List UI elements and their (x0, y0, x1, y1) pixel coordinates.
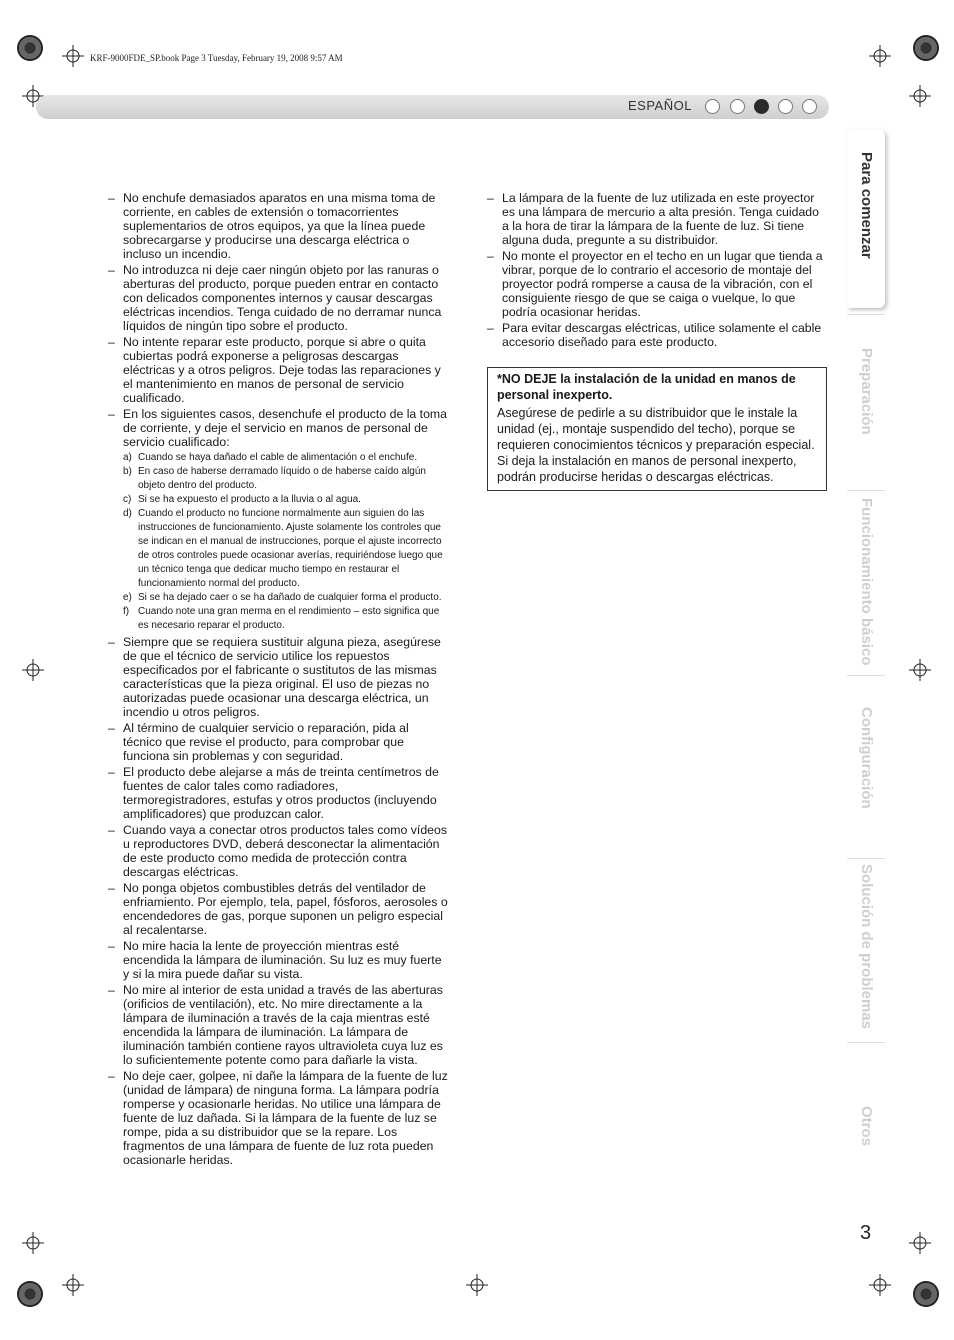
tab-label: Preparación (858, 348, 875, 435)
crosshair-icon (62, 1274, 84, 1296)
page-indicator-dot (730, 99, 745, 114)
crosshair-icon (62, 45, 84, 67)
tab-label: Funcionamiento básico (858, 498, 875, 666)
crosshair-icon (869, 1274, 891, 1296)
tab-para-comenzar[interactable] (847, 130, 885, 308)
sub-list-item: f) Cuando note una gran merma en el rendimiento – esto significa que es necesario reparar el producto. (123, 606, 440, 631)
tab-label: Para comenzar (858, 152, 875, 259)
page-indicator-dot-active (754, 99, 769, 114)
list-item: – Para evitar descargas eléctricas, utilice solamente el cable accesorio diseñado para este producto. (487, 321, 822, 349)
list-item: – No mire al interior de esta unidad a través de las aberturas (orificios de ventilación), etc. No mire directamente a la lámpara de iluminación a través de la caja mientras esté encendida la lámpara de iluminación. La lámpara de iluminación también contiene rayos ultravioleta cuya luz es lo suficientemente potente como para dañarle la vista. (108, 983, 443, 1067)
crosshair-icon (22, 1232, 44, 1254)
tab-divider (847, 490, 885, 491)
sub-list-item: e) Si se ha dejado caer o se ha dañado de cualquier forma el producto. (123, 592, 442, 603)
list-item: – La lámpara de la fuente de luz utilizada en este proyector es una lámpara de mercurio a alta presión. Tenga cuidado a la hora de tirar la lámpara de la fuente de luz. Si tiene alguna duda, pregunte a su distribuidor. (487, 191, 819, 247)
list-item: – No mire hacia la lente de proyección mientras esté encendida la lámpara de iluminación. Su luz es muy fuerte y si la mira puede dañar su vista. (108, 939, 442, 981)
tab-solucion-de-problemas[interactable] (847, 860, 885, 1040)
notice-title: *NO DEJE la instalación de la unidad en manos de personal inexperto. (497, 372, 796, 402)
list-item: – Cuando vaya a conectar otros productos tales como vídeos u reproductores DVD, deberá desconectar la alimentación de este producto como medida de protección contra descargas eléctricas. (108, 823, 448, 879)
right-column (487, 191, 827, 351)
print-info: KRF-9000FDE_SP.book Page 3 Tuesday, February 19, 2008 9:57 AM (90, 53, 343, 63)
list-item: – No ponga objetos combustibles detrás del ventilador de enfriamiento. Por ejemplo, tela, papel, fósforos, aerosoles o encendedores de gas, porque suponen un peligro especial al recalentarse. (108, 881, 448, 937)
section-sidebar (847, 130, 885, 1270)
tab-configuracion[interactable] (847, 677, 885, 855)
sub-list-item: b) En caso de haberse derramado líquido o de haberse caído algún objeto dentro del producto. (123, 466, 426, 491)
tab-divider (847, 858, 885, 859)
sub-list (108, 451, 448, 633)
tab-label: Otros (858, 1106, 875, 1147)
tab-label: Solución de problemas (858, 864, 875, 1030)
tab-preparacion[interactable] (847, 316, 885, 486)
registration-circle-top-right (913, 35, 939, 61)
list-item: – Siempre que se requiera sustituir alguna pieza, asegúrese de que el técnico de servicio utilice los repuestos especificados por el fabricante o sustitutos de las mismas características que la pieza original. El uso de piezas no autorizadas puede ocasionar una descarga eléctrica, un incendio u otros peligros. (108, 635, 441, 719)
page-indicator-dot (705, 99, 720, 114)
crosshair-icon (909, 1232, 931, 1254)
list-item: – No enchufe demasiados aparatos en una misma toma de corriente, en cables de extensión o tomacorrientes suplementarios de otros equipos, ya que la línea puede sobrecargarse y producirse una descarga eléctrica o incluso un incendio. (108, 191, 436, 261)
sub-list-item: d) Cuando el producto no funcione normalmente aun siguien do las instrucciones de funcionamiento. Ajuste solamente los controles que se indican en el manual de instrucciones, porque el ajuste incorrecto de otros controles puede ocasionar averías, requiriéndose luego que un técnico tenga que dedicar mucho tiempo en restaurar el funcionamiento normal del producto. (123, 508, 443, 589)
crosshair-icon (22, 659, 44, 681)
crosshair-icon (869, 45, 891, 67)
page-indicator-dot (778, 99, 793, 114)
list-item: – En los siguientes casos, desenchufe el producto de la toma de corriente, y deje el servicio en manos de personal de servicio cualificado: (108, 407, 448, 449)
list-item: – No introduzca ni deje caer ningún objeto por las ranuras o aberturas del producto, porque pueden entrar en contacto con delicados componentes internos y causar descargas eléctricas incendios. Tenga cuidado de no derramar nunca líquidos de ningún tipo sobre el producto. (108, 263, 442, 333)
registration-circle-bottom-left (17, 1281, 43, 1307)
crosshair-icon (909, 659, 931, 681)
page-number: 3 (860, 1222, 872, 1244)
tab-otros[interactable] (847, 1044, 885, 1214)
warning-notice-box (487, 367, 827, 491)
tab-funcionamiento-basico[interactable] (847, 492, 885, 672)
crosshair-icon (466, 1274, 488, 1296)
page-indicator-dot (802, 99, 817, 114)
crosshair-icon (909, 85, 931, 107)
tab-label: Configuración (858, 707, 875, 809)
tab-divider (847, 1042, 885, 1043)
list-item: – Al término de cualquier servicio o reparación, pida al técnico que revise el producto, para comprobar que funciona sin problemas y con seguridad. (108, 721, 409, 763)
list-item: – No monte el proyector en el techo en un lugar que tienda a vibrar, porque de lo contrario el accesorio de montaje del proyector podrá romperse a causa de la vibración, con el consiguiente riesgo de que se caiga o vuelque, lo que podría ocasionar heridas. (487, 249, 823, 319)
list-item: – No intente reparar este producto, porque si abre o quita cubiertas podrá exponerse a peligrosas descargas eléctricas y a otros peligros. Deje todas las reparaciones y el mantenimiento en manos de personal de servicio cualificado. (108, 335, 441, 405)
registration-circle-top-left (17, 35, 43, 61)
language-label: ESPAÑOL (628, 98, 692, 113)
list-item: – El producto debe alejarse a más de treinta centímetros de fuentes de calor tales como radiadores, termoregistradores, estufas y otros productos (incluyendo amplificadores) que produzcan calor. (108, 765, 439, 821)
tab-divider (847, 314, 885, 315)
left-column (108, 191, 448, 1169)
notice-body: Asegúrese de pedirle a su distribuidor que le instale la unidad (ej., montaje suspendido del techo), porque se requieren conocimientos técnicos y preparación especial. Si deja la instalación en manos de personal inexperto, podrán producirse heridas o descargas eléctricas. (497, 406, 815, 484)
sub-list-item: c) Si se ha expuesto el producto a la lluvia o al agua. (123, 494, 361, 505)
tab-divider (847, 675, 885, 676)
list-item: – No deje caer, golpee, ni dañe la lámpara de la fuente de luz (unidad de lámpara) de ninguna forma. La lámpara podría romperse y ocasionarle heridas. No utilice una lámpara de fuente de luz dañada. Si la lámpara de la fuente de luz se rompe, pida a su distribuidor que se la repare. Los fragmentos de una lámpara de fuente de luz rota pueden ocasionarle heridas. (108, 1069, 448, 1167)
sub-list-item: a) Cuando se haya dañado el cable de alimentación o el enchufe. (123, 452, 418, 463)
registration-circle-bottom-right (913, 1281, 939, 1307)
